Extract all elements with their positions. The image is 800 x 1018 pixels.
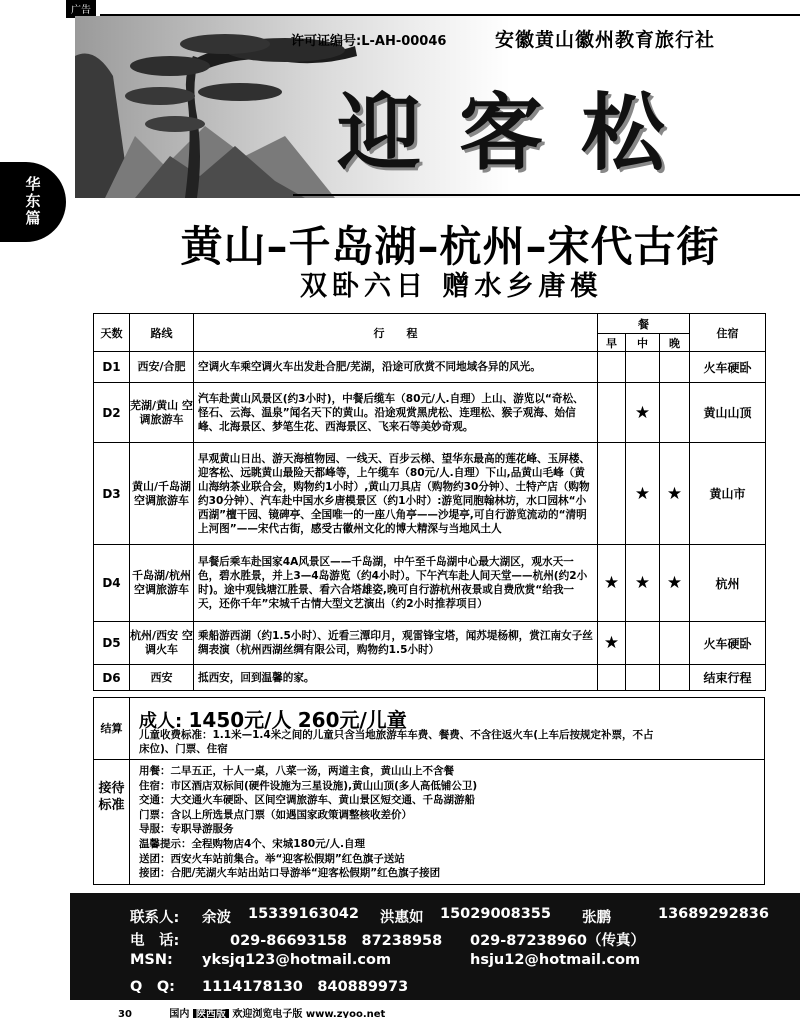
day-cell: D5 — [94, 622, 130, 665]
footer-url: www.zyoo.net — [305, 1009, 386, 1018]
lunch-cell — [626, 383, 660, 443]
contact-name: 余波 — [202, 910, 231, 926]
lunch-cell — [626, 352, 660, 383]
day-cell: D6 — [94, 665, 130, 691]
breakfast-cell — [598, 383, 626, 443]
table-row — [94, 383, 766, 443]
reception-item: 交通：大交通火车硬卧、区间空调旅游车、黄山景区短交通、千岛湖游船 — [139, 794, 475, 807]
hero-rule — [293, 194, 800, 196]
day-cell: D2 — [94, 383, 130, 443]
stay-cell: 火车硬卧 — [690, 352, 766, 383]
stay-cell: 黄山山顶 — [690, 383, 766, 443]
header-dinner: 晚 — [660, 334, 690, 352]
breakfast-cell — [598, 622, 626, 665]
itinerary-table — [93, 313, 766, 691]
fax-number: 029-87238960（传真） — [470, 933, 645, 949]
tour-subtitle: 双卧六日 赠水乡唐模 — [300, 271, 603, 302]
contact-phone: 13689292836 — [658, 906, 769, 922]
page-footer — [118, 1005, 385, 1018]
adult-price: 1450元/人 — [188, 708, 292, 732]
table-row — [94, 545, 766, 622]
day-cell: D3 — [94, 443, 130, 545]
stay-cell: 杭州 — [690, 545, 766, 622]
header-breakfast: 早 — [598, 334, 626, 352]
section-tab-char: 篇 — [25, 209, 41, 227]
route-cell: 西安 — [130, 665, 194, 691]
meal-star-icon: ★ — [603, 573, 620, 593]
reception-label: 接待标准 — [94, 760, 130, 885]
lunch-cell — [626, 622, 660, 665]
contact-panel — [70, 893, 800, 1000]
reception-item: 接团：合肥/芜湖火车站出站口导游举“迎客松假期”红色旗子接团 — [139, 867, 441, 880]
itinerary-cell: 汽车赴黄山风景区(约3小时)，中餐后缆车（80元/人.自理）上山、游览以“奇松、怪石、云海、温泉”闻名天下的黄山。沿途观赏黑虎松、连理松、猴子观海、始信峰、北海景区、梦笔生花、西海景区、飞来石等美妙奇观。 — [194, 383, 598, 443]
meal-star-icon: ★ — [603, 633, 620, 653]
qq-numbers: 1114178130 840889973 — [202, 979, 409, 995]
itinerary-cell: 乘船游西湖（约1.5小时）、近看三潭印月，观雷锋宝塔，闻苏堤杨柳，赏江南女子丝绸表演（杭州西湖丝绸有限公司，购物约1.5小时） — [194, 622, 598, 665]
route-cell: 芜湖/黄山 空调旅游车 — [130, 383, 194, 443]
brand-title: 迎客松 — [337, 83, 704, 182]
msn-address: hsju12@hotmail.com — [470, 952, 641, 968]
hero-banner — [75, 16, 800, 198]
child-standard: 儿童收费标准：1.1米—1.4米之间的儿童只含当地旅游车车费、餐费、不含往返火车(上车后按规定补票，不占床位)、门票、住宿 — [139, 729, 654, 755]
dinner-cell — [660, 622, 690, 665]
itinerary-cell: 抵西安，回到温馨的家。 — [194, 665, 598, 691]
table-row — [94, 622, 766, 665]
dinner-cell — [660, 665, 690, 691]
child-price: 260元/儿童 — [297, 708, 407, 732]
agency-name: 安徽黄山徽州教育旅行社 — [495, 29, 716, 51]
reception-item: 送团：西安火车站前集合。举“迎客松假期”红色旗子送站 — [139, 852, 405, 865]
reception-item: 住宿：市区酒店双标间(硬件设施为三星设施),黄山山顶(多人高低铺公卫) — [139, 779, 478, 792]
license-number: 许可证编号:L-AH-00046 — [291, 34, 447, 49]
meal-star-icon: ★ — [666, 573, 683, 593]
reception-item: 温馨提示：全程购物店4个、宋城180元/人.自理 — [139, 837, 366, 850]
msn-address: yksjq123@hotmail.com — [202, 952, 392, 968]
header-itinerary: 行 程 — [194, 314, 598, 352]
dinner-cell — [660, 383, 690, 443]
lunch-cell — [626, 665, 660, 691]
reception-item: 导服：专职导游服务 — [139, 823, 234, 836]
route-cell: 西安/合肥 — [130, 352, 194, 383]
breakfast-cell — [598, 665, 626, 691]
route-cell: 千岛湖/杭州 空调旅游车 — [130, 545, 194, 622]
pricing-summary — [93, 697, 765, 885]
header-lunch: 中 — [626, 334, 660, 352]
contact-name: 张鹏 — [582, 910, 611, 926]
header-meals: 餐 — [598, 314, 690, 334]
section-tab-char: 华 — [25, 175, 41, 193]
header-day: 天数 — [94, 314, 130, 352]
section-tab — [0, 162, 66, 242]
section-tab-char: 东 — [25, 192, 41, 210]
contact-phone: 15029008355 — [440, 906, 551, 922]
contact-label: 联系人: — [130, 910, 180, 926]
qq-label: Q Q: — [130, 979, 175, 995]
lunch-cell — [626, 545, 660, 622]
header-route: 路线 — [130, 314, 194, 352]
footer-text: 欢迎浏览电子版 — [232, 1009, 303, 1018]
header-stay: 住宿 — [690, 314, 766, 352]
reception-list — [139, 764, 477, 881]
stay-cell: 结束行程 — [690, 665, 766, 691]
price-label: 成人: — [139, 711, 183, 732]
contact-phone: 15339163042 — [248, 906, 359, 922]
stay-cell: 火车硬卧 — [690, 622, 766, 665]
table-row — [94, 352, 766, 383]
itinerary-cell: 早餐后乘车赴国家4A风景区——千岛湖，中午至千岛湖中心最大湖区，观水天一色，碧水胜景，并上3—4岛游览（约4小时）。下午汽车赴人间天堂——杭州(约2小时)。途中观钱塘江胜景、看六合塔雄姿,晚可自行游杭州夜景或自费欣赏“给我一天，还你千年”宋城千古情大型文艺演出（约2小时推荐项目） — [194, 545, 598, 622]
footer-region: 国内 — [169, 1009, 190, 1018]
meal-star-icon: ★ — [634, 402, 651, 423]
meal-star-icon: ★ — [634, 573, 651, 593]
tel-label: 电 话: — [130, 933, 180, 949]
day-cell: D4 — [94, 545, 130, 622]
breakfast-cell — [598, 352, 626, 383]
reception-item: 用餐：二早五正，十人一桌，八菜一汤，两道主食，黄山山上不含餐 — [139, 765, 454, 777]
itinerary-cell: 空调火车乘空调火车出发赴合肥/芜湖，沿途可欣赏不同地域各异的风光。 — [194, 352, 598, 383]
dinner-cell — [660, 443, 690, 545]
table-row — [94, 443, 766, 545]
lunch-cell — [626, 443, 660, 545]
route-title: 黄山–千岛湖–杭州–宋代古街 — [180, 222, 720, 271]
dinner-cell — [660, 545, 690, 622]
stay-cell: 黄山市 — [690, 443, 766, 545]
dinner-cell — [660, 352, 690, 383]
route-cell: 杭州/西安 空调火车 — [130, 622, 194, 665]
table-row — [94, 665, 766, 691]
reception-item: 门票：含以上所选景点门票（如遇国家政策调整核收差价） — [139, 808, 412, 821]
page-number: 30 — [118, 1009, 132, 1018]
msn-label: MSN: — [130, 952, 173, 968]
ad-tag: 广告 — [66, 0, 96, 18]
route-cell: 黄山/千岛湖 空调旅游车 — [130, 443, 194, 545]
footer-edition: 陕西版 — [193, 1009, 229, 1018]
meal-star-icon: ★ — [634, 483, 651, 504]
meal-star-icon: ★ — [666, 483, 683, 504]
breakfast-cell — [598, 443, 626, 545]
summary-divider — [94, 759, 764, 760]
breakfast-cell — [598, 545, 626, 622]
settle-label: 结算 — [94, 698, 130, 759]
day-cell: D1 — [94, 352, 130, 383]
itinerary-cell: 早观黄山日出、游天海植物园、一线天、百步云梯、望华东最高的莲花峰、玉屏楼、迎客松、远眺黄山最险天都峰等，上午缆车（80元/人.自理）下山,品黄山毛峰（黄山海纳茶业联合会，购物约1小时）,黄山刀具店（购物约30分钟）、土特产店（购物约30分钟）、汽车赴中国水乡唐模景区（约1小时）:游览同胞翰林坊，水口园林“小西湖”檀干园、镜碑亭、全国唯一的一座八角亭——沙堤亭,可自行游览流动的“清明上河图”——宋代古街，感受古徽州文化的博大精深与当地风土人 — [194, 443, 598, 545]
contact-name: 洪惠如 — [380, 910, 424, 926]
tel-number: 029-86693158 87238958 — [230, 933, 443, 949]
